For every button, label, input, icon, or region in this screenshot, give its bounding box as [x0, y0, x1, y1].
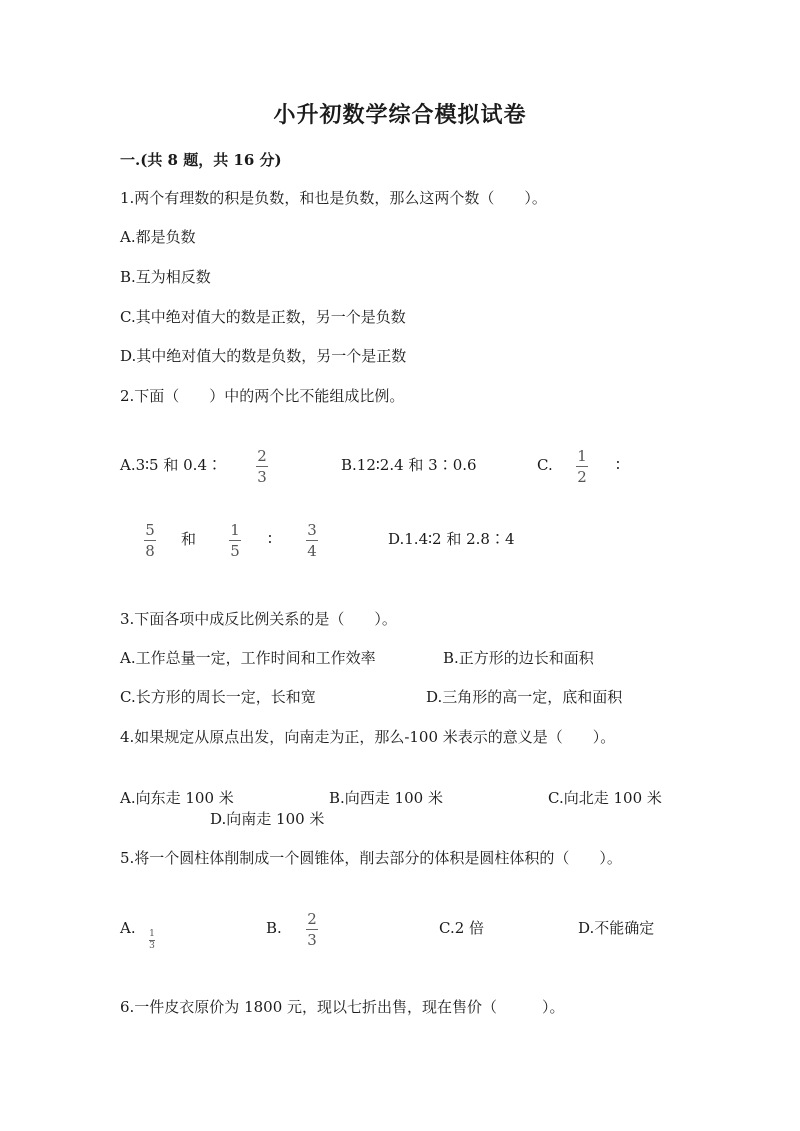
- question-5-option-a-fraction: [149, 930, 155, 951]
- question-3-stem: 3.下面各项中成反比例关系的是（ ）。: [120, 610, 397, 628]
- question-5-option-c: C.2 倍: [439, 919, 485, 937]
- fraction-numerator: 2: [257, 447, 267, 465]
- fraction-bar: [144, 540, 156, 541]
- question-4-stem: 4.如果规定从原点出发，向南走为正，那么-100 米表示的意义是（ ）。: [120, 728, 616, 746]
- question-2-option-c-fraction-4: [306, 522, 318, 559]
- fraction-denominator: 3: [149, 941, 155, 951]
- question-3-option-d: D.三角形的高一定，底和面积: [426, 688, 623, 706]
- fraction-denominator: 8: [145, 542, 155, 560]
- fraction-numerator: 1: [149, 929, 155, 939]
- fraction-numerator: 5: [145, 521, 155, 539]
- question-5-option-a-text: A.: [120, 919, 136, 937]
- question-4-option-c: C.向北走 100 米: [548, 789, 662, 807]
- question-3-option-c: C.长方形的周长一定，长和宽: [120, 688, 316, 706]
- fraction-bar: [256, 466, 268, 467]
- question-5-option-d: D.不能确定: [578, 919, 655, 937]
- question-4-option-b: B.向西走 100 米: [329, 789, 443, 807]
- ratio-colon: ∶: [268, 530, 272, 548]
- question-6-stem: 6.一件皮衣原价为 1800 元，现以七折出售，现在售价（ ）。: [120, 998, 565, 1016]
- question-3-option-a: A.工作总量一定，工作时间和工作效率: [120, 649, 376, 667]
- fraction-denominator: 4: [307, 542, 317, 560]
- fraction-numerator: 3: [307, 521, 317, 539]
- question-1-stem: 1.两个有理数的积是负数，和也是负数，那么这两个数（ ）。: [120, 189, 547, 207]
- question-5-option-b-text: B.: [266, 919, 282, 937]
- question-1-option-b: B.互为相反数: [120, 268, 211, 286]
- question-3-option-b: B.正方形的边长和面积: [443, 649, 594, 667]
- question-2-and-text: 和: [181, 530, 197, 548]
- question-2-option-c-text: C.: [537, 456, 553, 474]
- ratio-colon: ∶: [616, 456, 620, 474]
- fraction-numerator: 1: [577, 447, 587, 465]
- question-2-option-c-fraction-2: [144, 522, 156, 559]
- fraction-denominator: 5: [230, 542, 240, 560]
- question-2-option-d: D.1.4∶2 和 2.8∶4: [388, 530, 515, 548]
- fraction-denominator: 3: [307, 931, 317, 949]
- fraction-numerator: 2: [307, 910, 317, 928]
- section-heading: 一.(共 8 题，共 16 分): [120, 151, 282, 169]
- fraction-bar: [229, 540, 241, 541]
- question-2-option-b: B.12∶2.4 和 3∶0.6: [341, 456, 477, 474]
- question-4-option-a: A.向东走 100 米: [120, 789, 234, 807]
- question-4-option-d: D.向南走 100 米: [210, 810, 325, 828]
- fraction-denominator: 2: [577, 468, 587, 486]
- question-2-option-c-fraction-1: [576, 448, 588, 485]
- question-2-option-c-fraction-3: [229, 522, 241, 559]
- fraction-bar: [576, 466, 588, 467]
- fraction-denominator: 3: [257, 468, 267, 486]
- question-2-stem: 2.下面（ ）中的两个比不能组成比例。: [120, 387, 405, 405]
- page-title: 小升初数学综合模拟试卷: [273, 102, 527, 128]
- fraction-numerator: 1: [230, 521, 240, 539]
- question-1-option-c: C.其中绝对值大的数是正数，另一个是负数: [120, 308, 406, 326]
- fraction-bar: [306, 929, 318, 930]
- question-5-stem: 5.将一个圆柱体削制成一个圆锥体，削去部分的体积是圆柱体积的（ ）。: [120, 849, 622, 867]
- question-1-option-d: D.其中绝对值大的数是负数，另一个是正数: [120, 347, 407, 365]
- question-2-option-a-fraction: [256, 448, 268, 485]
- question-1-option-a: A.都是负数: [120, 228, 196, 246]
- question-2-option-a-text: A.3∶5 和 0.4∶: [120, 456, 222, 474]
- fraction-bar: [306, 540, 318, 541]
- question-5-option-b-fraction: [306, 911, 318, 948]
